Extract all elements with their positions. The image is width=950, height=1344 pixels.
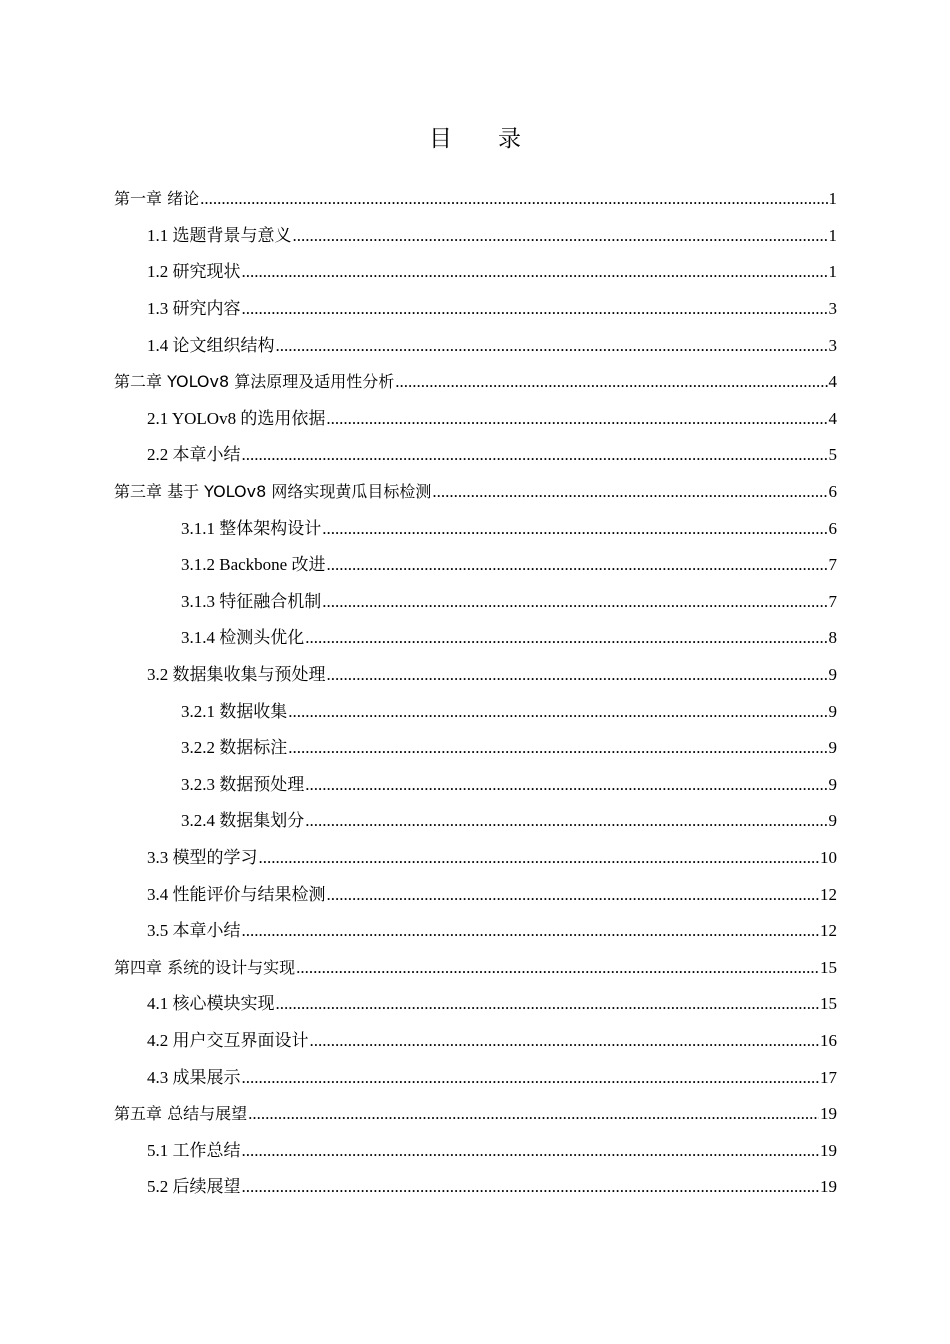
toc-section-entry[interactable] — [0, 986, 950, 1023]
toc-entry-page-number: 19 — [820, 1177, 837, 1197]
toc-entry-title: 第五章 总结与展望 — [114, 1104, 248, 1124]
toc-entry-page-number: 3 — [828, 335, 837, 355]
toc-entry-page-number: 12 — [820, 884, 837, 904]
toc-chapter-entry[interactable] — [0, 949, 950, 986]
toc-entry-page-number: 8 — [828, 628, 837, 648]
dot-leader — [242, 921, 820, 941]
toc-entry-page-number: 6 — [828, 482, 837, 502]
toc-entry-page-number: 9 — [828, 811, 837, 831]
dot-leader — [242, 1141, 820, 1161]
toc-section-entry[interactable] — [0, 254, 950, 291]
toc-entry-page-number: 17 — [820, 1067, 837, 1087]
toc-entry-page-number: 12 — [820, 921, 837, 941]
dot-leader — [327, 665, 828, 685]
toc-entry-title: 5.1 工作总结 — [147, 1140, 241, 1160]
dot-leader — [276, 336, 828, 356]
toc-entry-title: 3.1.3 特征融合机制 — [181, 591, 322, 611]
toc-entry-page-number: 19 — [820, 1140, 837, 1160]
toc-section-entry[interactable] — [0, 437, 950, 474]
dot-leader — [305, 775, 827, 795]
toc-section-entry[interactable] — [0, 510, 950, 547]
dot-leader — [305, 811, 827, 831]
toc-section-entry[interactable] — [0, 876, 950, 913]
dot-leader — [326, 409, 827, 429]
toc-entry-page-number: 15 — [820, 957, 837, 977]
dot-leader — [327, 885, 820, 905]
toc-entry-page-number: 9 — [828, 774, 837, 794]
toc-entry-title: 3.1.4 检测头优化 — [181, 628, 305, 648]
toc-chapter-entry[interactable] — [0, 1096, 950, 1133]
dot-leader — [259, 848, 820, 868]
toc-section-entry[interactable] — [0, 1132, 950, 1169]
toc-entry-page-number: 5 — [828, 445, 837, 465]
toc-section-entry[interactable] — [0, 327, 950, 364]
toc-entry-title: 3.2.4 数据集划分 — [181, 811, 305, 831]
toc-entry-title: 第二章 YOLOv8 算法原理及适用性分析 — [114, 372, 395, 392]
toc-entry-page-number: 6 — [828, 518, 837, 538]
toc-entry-title: 1.1 选题背景与意义 — [147, 225, 292, 245]
toc-entry-page-number: 3 — [828, 299, 837, 319]
toc-section-entry[interactable] — [0, 620, 950, 657]
toc-entry-page-number: 4 — [828, 408, 837, 428]
toc-entry-title: 4.1 核心模块实现 — [147, 994, 275, 1014]
dot-leader — [242, 1068, 820, 1088]
toc-entry-title: 3.3 模型的学习 — [147, 847, 258, 867]
toc-entry-page-number: 16 — [820, 1030, 837, 1050]
toc-entry-page-number: 10 — [820, 847, 837, 867]
dot-leader — [288, 738, 827, 758]
toc-section-entry[interactable] — [0, 584, 950, 621]
toc-entry-page-number: 9 — [828, 701, 837, 721]
toc-section-entry[interactable] — [0, 1169, 950, 1206]
toc-entry-title: 3.2.2 数据标注 — [181, 738, 288, 758]
toc-entry-title: 1.2 研究现状 — [147, 262, 241, 282]
dot-leader — [326, 555, 827, 575]
toc-entry-page-number: 1 — [828, 225, 837, 245]
dot-leader — [310, 1031, 820, 1051]
toc-entry-title: 3.4 性能评价与结果检测 — [147, 884, 326, 904]
toc-section-entry[interactable] — [0, 218, 950, 255]
toc-entry-title: 1.3 研究内容 — [147, 299, 241, 319]
toc-entry-title: 2.1 YOLOv8 的选用依据 — [147, 408, 326, 428]
toc-entry-page-number: 15 — [820, 994, 837, 1014]
toc-chapter-entry[interactable] — [0, 364, 950, 401]
toc-heading-first-char: 目 — [429, 126, 452, 151]
dot-leader — [305, 628, 827, 648]
toc-entry-title: 5.2 后续展望 — [147, 1177, 241, 1197]
toc-chapter-entry[interactable] — [0, 181, 950, 218]
toc-section-entry[interactable] — [0, 840, 950, 877]
toc-entry-title: 3.2 数据集收集与预处理 — [147, 665, 326, 685]
toc-entry-title: 3.2.1 数据收集 — [181, 701, 288, 721]
toc-entry-title: 3.5 本章小结 — [147, 921, 241, 941]
toc-section-entry[interactable] — [0, 730, 950, 767]
dot-leader — [242, 445, 828, 465]
toc-chapter-entry[interactable] — [0, 474, 950, 511]
toc-section-entry[interactable] — [0, 767, 950, 804]
dot-leader — [200, 189, 827, 209]
toc-entry-page-number: 1 — [828, 262, 837, 282]
toc-section-entry[interactable] — [0, 1023, 950, 1060]
toc-entry-title: 4.2 用户交互界面设计 — [147, 1030, 309, 1050]
toc-section-entry[interactable] — [0, 401, 950, 438]
toc-heading-second-char: 录 — [498, 126, 521, 151]
dot-leader — [296, 958, 819, 978]
dot-leader — [248, 1104, 819, 1124]
toc-entry-title: 第一章 绪论 — [114, 189, 200, 209]
toc-entry-title: 2.2 本章小结 — [147, 445, 241, 465]
dot-leader — [322, 592, 827, 612]
toc-entry-title: 3.2.3 数据预处理 — [181, 774, 305, 794]
toc-section-entry[interactable] — [0, 291, 950, 328]
toc-entry-title: 第四章 系统的设计与实现 — [114, 957, 296, 977]
toc-entry-title: 4.3 成果展示 — [147, 1067, 241, 1087]
toc-entry-title: 第三章 基于 YOLOv8 网络实现黄瓜目标检测 — [114, 482, 432, 502]
toc-section-entry[interactable] — [0, 913, 950, 950]
dot-leader — [288, 702, 827, 722]
toc-entry-page-number: 7 — [828, 555, 837, 575]
toc-entry-title: 3.1.2 Backbone 改进 — [181, 555, 326, 575]
toc-entry-page-number: 4 — [828, 372, 837, 392]
toc-entry-title: 3.1.1 整体架构设计 — [181, 518, 322, 538]
dot-leader — [276, 994, 820, 1014]
dot-leader — [395, 372, 827, 392]
dot-leader — [242, 1177, 820, 1197]
toc-section-entry[interactable] — [0, 693, 950, 730]
toc-entry-page-number: 9 — [828, 665, 837, 685]
toc-heading — [0, 121, 950, 157]
dot-leader — [242, 262, 828, 282]
toc-section-entry[interactable] — [0, 547, 950, 584]
dot-leader — [432, 482, 827, 502]
toc-section-entry[interactable] — [0, 657, 950, 694]
toc-section-entry[interactable] — [0, 1059, 950, 1096]
dot-leader — [322, 519, 827, 539]
toc-entry-page-number: 19 — [820, 1104, 837, 1124]
dot-leader — [293, 226, 828, 246]
toc-entry-page-number: 1 — [828, 189, 837, 209]
toc-section-entry[interactable] — [0, 803, 950, 840]
toc-list — [0, 181, 950, 1206]
dot-leader — [242, 299, 828, 319]
toc-entry-page-number: 7 — [828, 591, 837, 611]
toc-entry-page-number: 9 — [828, 738, 837, 758]
toc-entry-title: 1.4 论文组织结构 — [147, 335, 275, 355]
